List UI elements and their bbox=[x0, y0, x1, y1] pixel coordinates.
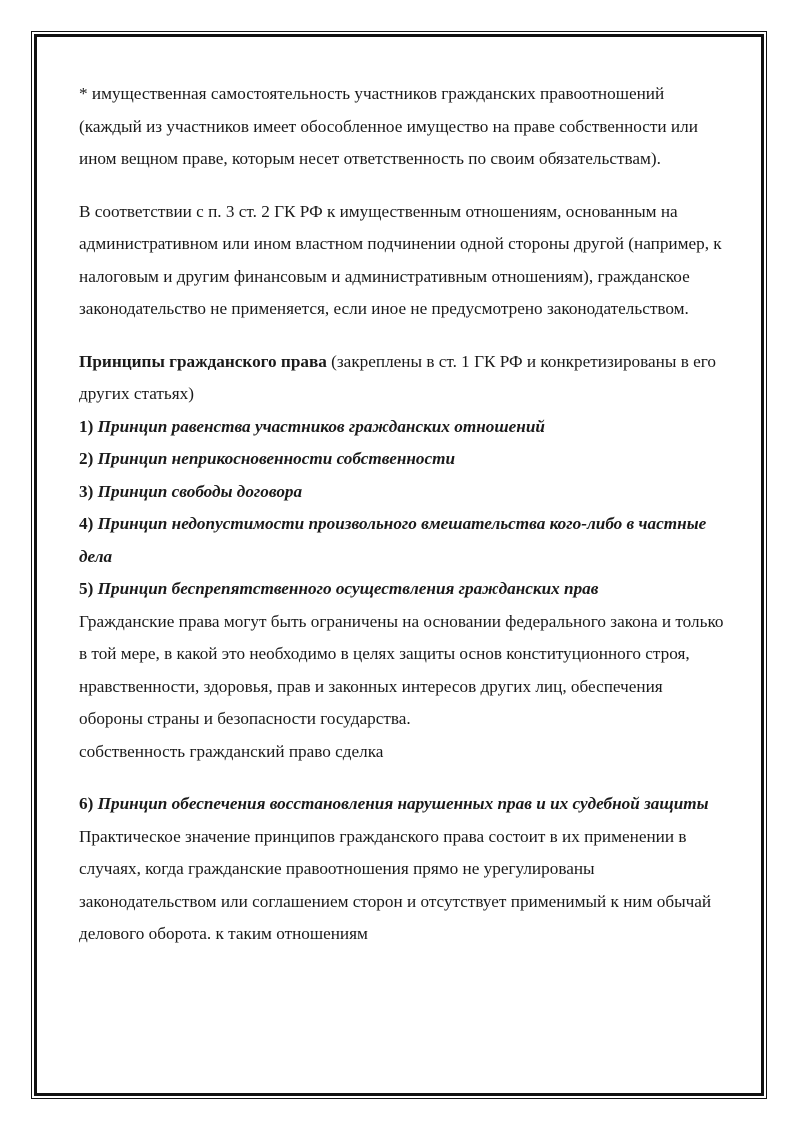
principles-intro-text: (закреплены в ст. 1 ГК РФ и конкретизированы в его других статьях) bbox=[79, 351, 716, 403]
principle-item-1 bbox=[79, 411, 729, 444]
principle-title: Принцип свободы договора bbox=[97, 481, 303, 501]
principle-number: 4) bbox=[79, 514, 98, 533]
principle-title: Принцип неприкосновенности собственности bbox=[97, 449, 456, 468]
principle-title: Принцип обеспечения восстановления нарушенных прав и их судебной защиты bbox=[97, 794, 709, 813]
paragraph-practical-significance: Практическое значение принципов гражданского права состоит в их применении в случаях, когда гражданские правоотношения прямо не урегулированы законодательством или соглашением сторон и отсутствует применимый к ним обычай делового оборота. к таким отношениям bbox=[79, 826, 712, 943]
principle-item-6 bbox=[79, 788, 729, 821]
principle-number: 3) bbox=[79, 481, 98, 501]
principle-item-3 bbox=[79, 476, 729, 509]
paragraph-civil-law-scope: В соответствии с п. 3 ст. 2 ГК РФ к имущественным отношениям, основанным на административном или ином властном подчинении одной стороны другой (например, к налоговым и другим финансовым и административным отношениям), гражданское законодательство не применяется, если иное не предусмотрено законодательством. bbox=[79, 201, 722, 318]
paragraph-property-independence: * имущественная самостоятельность участников гражданских правоотношений (каждый из участников имеет обособленное имущество на праве собственности или ином вещном праве, которым несет ответственность по своим обязательствам). bbox=[79, 84, 698, 168]
principles-heading: Принципы гражданского права bbox=[79, 351, 327, 371]
principle-item-4 bbox=[79, 508, 729, 573]
principles-intro-paragraph bbox=[79, 346, 729, 411]
principle-number: 1) bbox=[79, 416, 98, 436]
paragraph-rights-restriction: Гражданские права могут быть ограничены на основании федерального закона и только в той мере, в какой это необходимо в целях защиты основ конституционного строя, нравственности, здоровья, прав и законных интересов других лиц, обеспечения обороны страны и безопасности государства. bbox=[79, 611, 724, 728]
principle-number: 2) bbox=[79, 449, 98, 468]
principle-number: 5) bbox=[79, 579, 98, 598]
principle-title: Принцип недопустимости произвольного вмешательства кого-либо в частные дела bbox=[79, 514, 707, 566]
principle-title: Принцип беспрепятственного осуществления гражданских прав bbox=[97, 579, 599, 598]
principle-number: 6) bbox=[79, 794, 98, 813]
principle-item-2 bbox=[79, 443, 729, 476]
principle-title: Принцип равенства участников гражданских отношений bbox=[97, 416, 545, 436]
principle-item-5 bbox=[79, 573, 729, 606]
page-border bbox=[34, 34, 764, 1096]
document-body bbox=[79, 78, 729, 951]
keywords-line: собственность гражданский право сделка bbox=[79, 741, 384, 761]
